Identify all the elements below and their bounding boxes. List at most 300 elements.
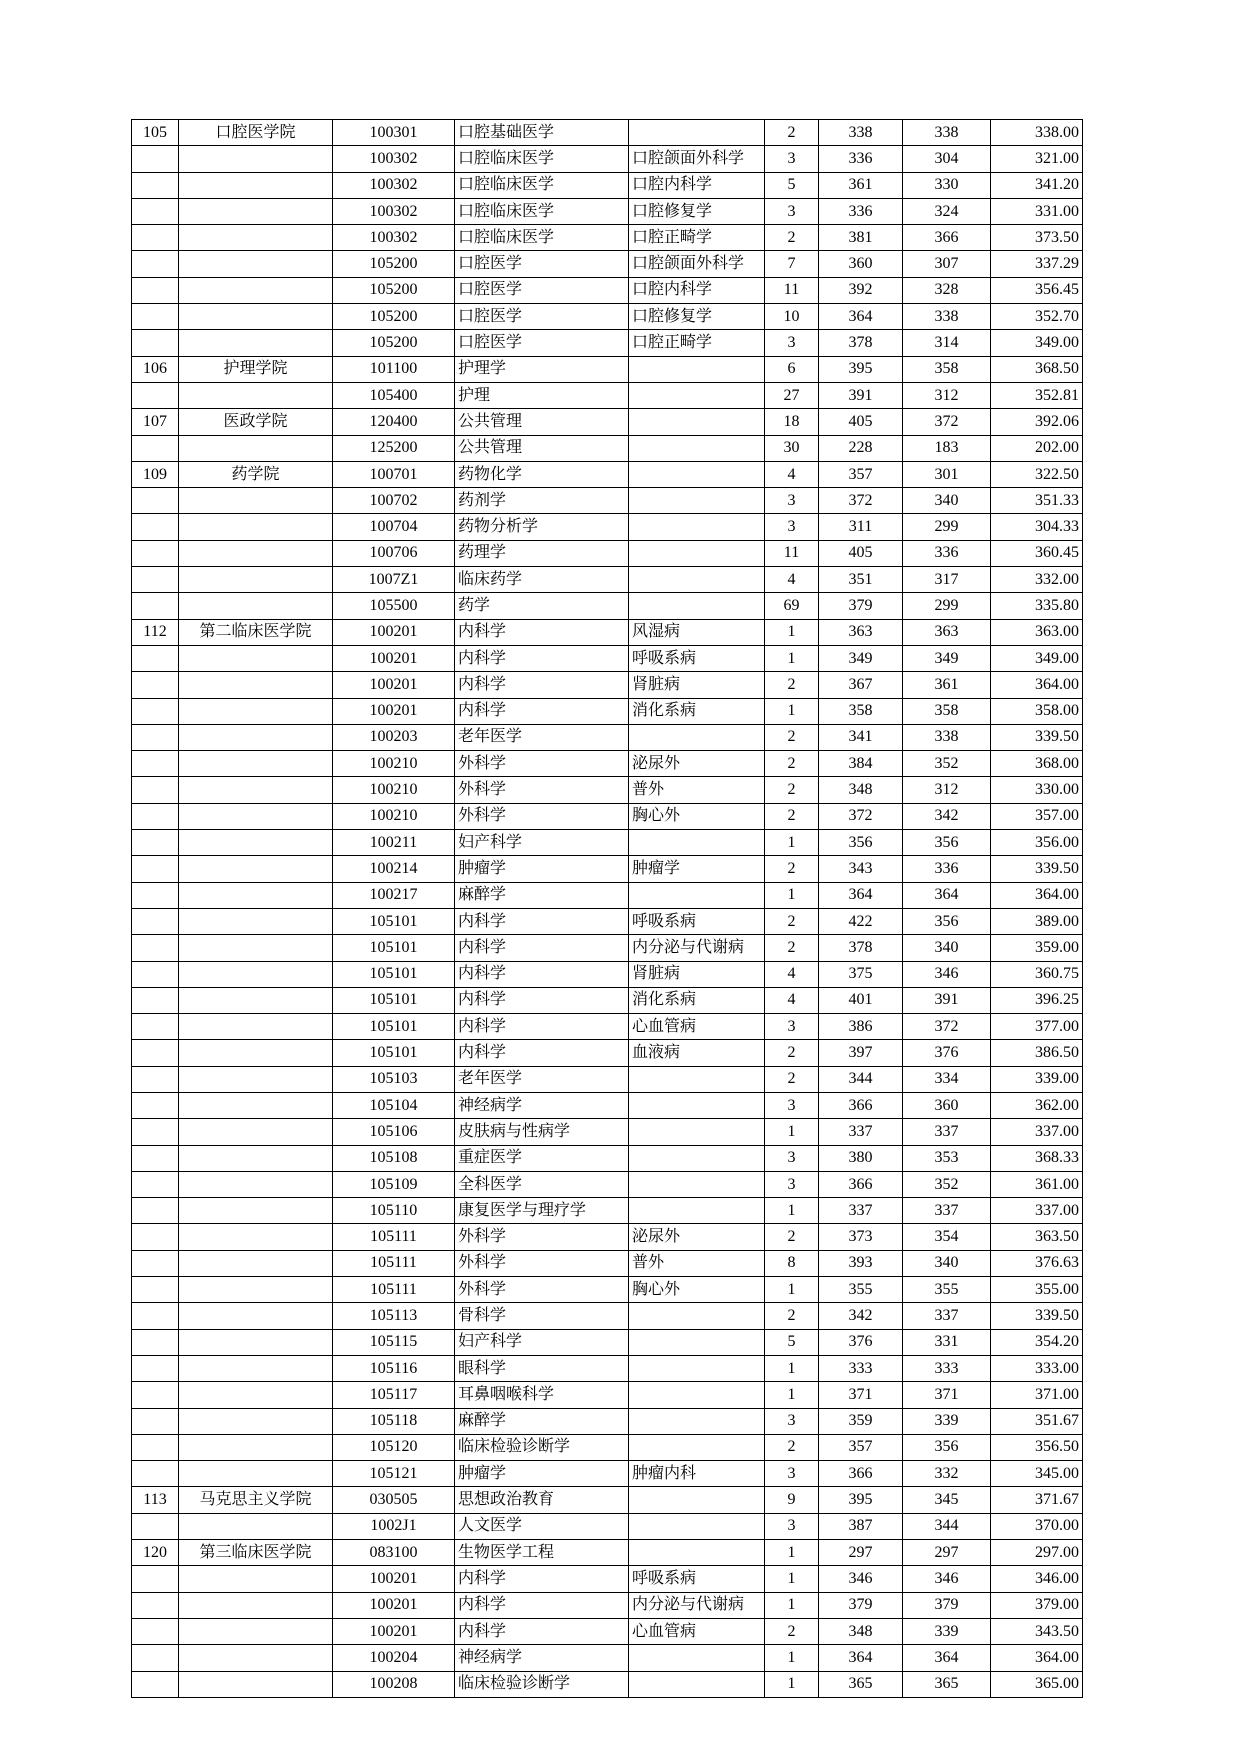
min-score-cell: 354 <box>903 1224 991 1250</box>
major-code-cell: 100210 <box>333 803 455 829</box>
college-code-cell: 109 <box>132 461 179 487</box>
max-score-cell: 357 <box>819 1434 903 1460</box>
major-name-cell: 肿瘤学 <box>455 1461 629 1487</box>
major-name-cell: 口腔医学 <box>455 330 629 356</box>
avg-score-cell: 346.00 <box>991 1566 1083 1592</box>
major-name-cell: 护理 <box>455 382 629 408</box>
major-name-cell: 麻醉学 <box>455 1408 629 1434</box>
table-row <box>132 1592 1083 1618</box>
major-name-cell: 药物化学 <box>455 461 629 487</box>
college-name-cell <box>179 1329 333 1355</box>
college-name-cell: 第二临床医学院 <box>179 619 333 645</box>
direction-cell: 口腔正畸学 <box>629 330 765 356</box>
major-code-cell: 100201 <box>333 1566 455 1592</box>
min-score-cell: 356 <box>903 1434 991 1460</box>
min-score-cell: 371 <box>903 1382 991 1408</box>
max-score-cell: 343 <box>819 856 903 882</box>
major-name-cell: 口腔基础医学 <box>455 120 629 146</box>
college-code-cell <box>132 1198 179 1224</box>
major-code-cell: 083100 <box>333 1540 455 1566</box>
major-name-cell: 外科学 <box>455 1250 629 1276</box>
min-score-cell: 340 <box>903 488 991 514</box>
major-code-cell: 100201 <box>333 1592 455 1618</box>
min-score-cell: 340 <box>903 935 991 961</box>
count-cell: 3 <box>765 1171 819 1197</box>
table-row <box>132 1540 1083 1566</box>
direction-cell <box>629 1408 765 1434</box>
direction-cell <box>629 409 765 435</box>
direction-cell: 口腔内科学 <box>629 172 765 198</box>
avg-score-cell: 364.00 <box>991 882 1083 908</box>
college-name-cell <box>179 1066 333 1092</box>
count-cell: 2 <box>765 724 819 750</box>
major-code-cell: 105500 <box>333 593 455 619</box>
direction-cell: 口腔修复学 <box>629 198 765 224</box>
major-name-cell: 神经病学 <box>455 1092 629 1118</box>
college-code-cell <box>132 1250 179 1276</box>
college-name-cell <box>179 1092 333 1118</box>
major-code-cell: 100302 <box>333 225 455 251</box>
table-row <box>132 1224 1083 1250</box>
min-score-cell: 314 <box>903 330 991 356</box>
major-name-cell: 内科学 <box>455 1566 629 1592</box>
major-code-cell: 105116 <box>333 1355 455 1381</box>
min-score-cell: 297 <box>903 1540 991 1566</box>
major-code-cell: 100214 <box>333 856 455 882</box>
college-name-cell <box>179 1461 333 1487</box>
avg-score-cell: 368.00 <box>991 751 1083 777</box>
avg-score-cell: 371.00 <box>991 1382 1083 1408</box>
major-name-cell: 妇产科学 <box>455 1329 629 1355</box>
direction-cell <box>629 830 765 856</box>
max-score-cell: 333 <box>819 1355 903 1381</box>
count-cell: 1 <box>765 698 819 724</box>
college-code-cell <box>132 304 179 330</box>
major-code-cell: 105117 <box>333 1382 455 1408</box>
college-code-cell <box>132 540 179 566</box>
direction-cell: 胸心外 <box>629 1277 765 1303</box>
college-name-cell <box>179 567 333 593</box>
direction-cell: 口腔正畸学 <box>629 225 765 251</box>
max-score-cell: 364 <box>819 882 903 908</box>
count-cell: 2 <box>765 672 819 698</box>
major-code-cell: 105110 <box>333 1198 455 1224</box>
min-score-cell: 334 <box>903 1066 991 1092</box>
college-code-cell <box>132 1408 179 1434</box>
major-code-cell: 105200 <box>333 251 455 277</box>
college-name-cell <box>179 1277 333 1303</box>
major-name-cell: 眼科学 <box>455 1355 629 1381</box>
college-code-cell <box>132 856 179 882</box>
max-score-cell: 348 <box>819 1618 903 1644</box>
college-code-cell <box>132 935 179 961</box>
max-score-cell: 365 <box>819 1671 903 1697</box>
college-code-cell <box>132 488 179 514</box>
college-code-cell <box>132 751 179 777</box>
max-score-cell: 357 <box>819 461 903 487</box>
max-score-cell: 355 <box>819 1277 903 1303</box>
college-name-cell <box>179 251 333 277</box>
min-score-cell: 355 <box>903 1277 991 1303</box>
count-cell: 2 <box>765 120 819 146</box>
major-name-cell: 内科学 <box>455 672 629 698</box>
table-row <box>132 1408 1083 1434</box>
table-row <box>132 435 1083 461</box>
major-code-cell: 100211 <box>333 830 455 856</box>
table-row <box>132 1303 1083 1329</box>
direction-cell: 呼吸系病 <box>629 908 765 934</box>
direction-cell: 心血管病 <box>629 1014 765 1040</box>
college-name-cell <box>179 1171 333 1197</box>
table-row <box>132 1671 1083 1697</box>
major-code-cell: 105111 <box>333 1224 455 1250</box>
avg-score-cell: 368.50 <box>991 356 1083 382</box>
college-name-cell <box>179 1198 333 1224</box>
count-cell: 2 <box>765 1066 819 1092</box>
table-row <box>132 908 1083 934</box>
direction-cell <box>629 567 765 593</box>
major-code-cell: 1002J1 <box>333 1513 455 1539</box>
direction-cell: 呼吸系病 <box>629 1566 765 1592</box>
count-cell: 2 <box>765 1618 819 1644</box>
college-name-cell <box>179 698 333 724</box>
direction-cell <box>629 1671 765 1697</box>
major-name-cell: 药理学 <box>455 540 629 566</box>
max-score-cell: 348 <box>819 777 903 803</box>
avg-score-cell: 349.00 <box>991 330 1083 356</box>
major-code-cell: 105111 <box>333 1277 455 1303</box>
table-row <box>132 1198 1083 1224</box>
count-cell: 3 <box>765 1092 819 1118</box>
direction-cell: 肿瘤内科 <box>629 1461 765 1487</box>
direction-cell <box>629 1329 765 1355</box>
college-name-cell <box>179 1145 333 1171</box>
major-code-cell: 105400 <box>333 382 455 408</box>
major-code-cell: 100301 <box>333 120 455 146</box>
table-row <box>132 567 1083 593</box>
min-score-cell: 358 <box>903 356 991 382</box>
table-row <box>132 198 1083 224</box>
major-name-cell: 口腔医学 <box>455 251 629 277</box>
major-name-cell: 口腔医学 <box>455 304 629 330</box>
college-name-cell: 医政学院 <box>179 409 333 435</box>
major-name-cell: 口腔医学 <box>455 277 629 303</box>
college-name-cell <box>179 488 333 514</box>
direction-cell <box>629 1198 765 1224</box>
major-name-cell: 内科学 <box>455 961 629 987</box>
min-score-cell: 361 <box>903 672 991 698</box>
major-name-cell: 外科学 <box>455 803 629 829</box>
major-name-cell: 妇产科学 <box>455 830 629 856</box>
major-name-cell: 口腔临床医学 <box>455 198 629 224</box>
college-code-cell <box>132 251 179 277</box>
admission-scores-table <box>131 119 1083 1698</box>
avg-score-cell: 376.63 <box>991 1250 1083 1276</box>
major-name-cell: 全科医学 <box>455 1171 629 1197</box>
major-name-cell: 皮肤病与性病学 <box>455 1119 629 1145</box>
avg-score-cell: 377.00 <box>991 1014 1083 1040</box>
college-name-cell <box>179 1618 333 1644</box>
college-name-cell <box>179 777 333 803</box>
major-name-cell: 康复医学与理疗学 <box>455 1198 629 1224</box>
major-code-cell: 100302 <box>333 172 455 198</box>
max-score-cell: 336 <box>819 198 903 224</box>
major-code-cell: 105101 <box>333 961 455 987</box>
college-name-cell <box>179 1224 333 1250</box>
count-cell: 2 <box>765 908 819 934</box>
avg-score-cell: 364.00 <box>991 1645 1083 1671</box>
avg-score-cell: 373.50 <box>991 225 1083 251</box>
table-row <box>132 1040 1083 1066</box>
major-name-cell: 临床检验诊断学 <box>455 1671 629 1697</box>
college-code-cell <box>132 1040 179 1066</box>
college-code-cell <box>132 1277 179 1303</box>
count-cell: 3 <box>765 1145 819 1171</box>
major-name-cell: 内科学 <box>455 935 629 961</box>
major-name-cell: 口腔临床医学 <box>455 225 629 251</box>
max-score-cell: 376 <box>819 1329 903 1355</box>
major-name-cell: 口腔临床医学 <box>455 172 629 198</box>
direction-cell <box>629 1119 765 1145</box>
college-code-cell <box>132 1171 179 1197</box>
college-name-cell <box>179 277 333 303</box>
min-score-cell: 346 <box>903 961 991 987</box>
major-name-cell: 老年医学 <box>455 724 629 750</box>
direction-cell: 内分泌与代谢病 <box>629 1592 765 1618</box>
max-score-cell: 397 <box>819 1040 903 1066</box>
major-name-cell: 麻醉学 <box>455 882 629 908</box>
min-score-cell: 337 <box>903 1303 991 1329</box>
college-code-cell <box>132 987 179 1013</box>
table-row <box>132 409 1083 435</box>
min-score-cell: 312 <box>903 777 991 803</box>
min-score-cell: 331 <box>903 1329 991 1355</box>
avg-score-cell: 339.50 <box>991 1303 1083 1329</box>
max-score-cell: 391 <box>819 382 903 408</box>
major-code-cell: 120400 <box>333 409 455 435</box>
major-name-cell: 外科学 <box>455 777 629 803</box>
avg-score-cell: 356.00 <box>991 830 1083 856</box>
min-score-cell: 364 <box>903 1645 991 1671</box>
max-score-cell: 401 <box>819 987 903 1013</box>
avg-score-cell: 321.00 <box>991 146 1083 172</box>
min-score-cell: 352 <box>903 751 991 777</box>
major-code-cell: 105115 <box>333 1329 455 1355</box>
max-score-cell: 228 <box>819 435 903 461</box>
max-score-cell: 336 <box>819 146 903 172</box>
college-name-cell <box>179 1566 333 1592</box>
college-name-cell <box>179 1408 333 1434</box>
direction-cell <box>629 1355 765 1381</box>
avg-score-cell: 297.00 <box>991 1540 1083 1566</box>
avg-score-cell: 363.00 <box>991 619 1083 645</box>
direction-cell <box>629 540 765 566</box>
college-code-cell <box>132 1592 179 1618</box>
major-name-cell: 人文医学 <box>455 1513 629 1539</box>
direction-cell <box>629 356 765 382</box>
min-score-cell: 356 <box>903 908 991 934</box>
avg-score-cell: 392.06 <box>991 409 1083 435</box>
count-cell: 3 <box>765 1461 819 1487</box>
min-score-cell: 344 <box>903 1513 991 1539</box>
college-code-cell <box>132 1461 179 1487</box>
major-code-cell: 105103 <box>333 1066 455 1092</box>
max-score-cell: 379 <box>819 593 903 619</box>
count-cell: 2 <box>765 1224 819 1250</box>
table-row <box>132 1434 1083 1460</box>
min-score-cell: 379 <box>903 1592 991 1618</box>
avg-score-cell: 337.00 <box>991 1119 1083 1145</box>
count-cell: 3 <box>765 330 819 356</box>
max-score-cell: 366 <box>819 1092 903 1118</box>
major-code-cell: 105113 <box>333 1303 455 1329</box>
avg-score-cell: 335.80 <box>991 593 1083 619</box>
avg-score-cell: 354.20 <box>991 1329 1083 1355</box>
table-row <box>132 1382 1083 1408</box>
major-code-cell: 100704 <box>333 514 455 540</box>
count-cell: 2 <box>765 1434 819 1460</box>
max-score-cell: 387 <box>819 1513 903 1539</box>
min-score-cell: 356 <box>903 830 991 856</box>
major-name-cell: 内科学 <box>455 1592 629 1618</box>
major-name-cell: 内科学 <box>455 1014 629 1040</box>
college-code-cell <box>132 514 179 540</box>
table-row <box>132 1355 1083 1381</box>
count-cell: 30 <box>765 435 819 461</box>
max-score-cell: 405 <box>819 409 903 435</box>
avg-score-cell: 202.00 <box>991 435 1083 461</box>
min-score-cell: 364 <box>903 882 991 908</box>
college-name-cell <box>179 1382 333 1408</box>
avg-score-cell: 371.67 <box>991 1487 1083 1513</box>
major-code-cell: 100217 <box>333 882 455 908</box>
major-name-cell: 老年医学 <box>455 1066 629 1092</box>
college-name-cell <box>179 645 333 671</box>
table-row <box>132 1566 1083 1592</box>
direction-cell <box>629 882 765 908</box>
direction-cell: 消化系病 <box>629 987 765 1013</box>
major-code-cell: 100702 <box>333 488 455 514</box>
college-code-cell <box>132 777 179 803</box>
college-name-cell <box>179 172 333 198</box>
table-row <box>132 803 1083 829</box>
college-code-cell: 112 <box>132 619 179 645</box>
college-name-cell <box>179 1671 333 1697</box>
college-name-cell <box>179 751 333 777</box>
max-score-cell: 349 <box>819 645 903 671</box>
major-name-cell: 公共管理 <box>455 435 629 461</box>
direction-cell <box>629 1171 765 1197</box>
avg-score-cell: 356.45 <box>991 277 1083 303</box>
avg-score-cell: 364.00 <box>991 672 1083 698</box>
count-cell: 2 <box>765 1040 819 1066</box>
avg-score-cell: 349.00 <box>991 645 1083 671</box>
count-cell: 1 <box>765 1119 819 1145</box>
college-code-cell <box>132 1145 179 1171</box>
min-score-cell: 299 <box>903 514 991 540</box>
major-code-cell: 100701 <box>333 461 455 487</box>
major-code-cell: 105111 <box>333 1250 455 1276</box>
college-name-cell <box>179 146 333 172</box>
table-row <box>132 304 1083 330</box>
count-cell: 1 <box>765 619 819 645</box>
min-score-cell: 339 <box>903 1408 991 1434</box>
major-code-cell: 105104 <box>333 1092 455 1118</box>
table-row <box>132 724 1083 750</box>
direction-cell <box>629 488 765 514</box>
avg-score-cell: 362.00 <box>991 1092 1083 1118</box>
count-cell: 69 <box>765 593 819 619</box>
table-row <box>132 146 1083 172</box>
major-code-cell: 105109 <box>333 1171 455 1197</box>
table-row <box>132 225 1083 251</box>
min-score-cell: 332 <box>903 1461 991 1487</box>
table-row <box>132 1277 1083 1303</box>
direction-cell <box>629 593 765 619</box>
college-code-cell: 106 <box>132 356 179 382</box>
major-code-cell: 105101 <box>333 1014 455 1040</box>
min-score-cell: 366 <box>903 225 991 251</box>
max-score-cell: 344 <box>819 1066 903 1092</box>
college-code-cell <box>132 1303 179 1329</box>
direction-cell <box>629 1487 765 1513</box>
college-code-cell <box>132 198 179 224</box>
direction-cell: 心血管病 <box>629 1618 765 1644</box>
table-row <box>132 672 1083 698</box>
college-code-cell <box>132 1671 179 1697</box>
major-code-cell: 105101 <box>333 908 455 934</box>
count-cell: 3 <box>765 146 819 172</box>
count-cell: 4 <box>765 961 819 987</box>
max-score-cell: 297 <box>819 1540 903 1566</box>
avg-score-cell: 386.50 <box>991 1040 1083 1066</box>
avg-score-cell: 368.33 <box>991 1145 1083 1171</box>
count-cell: 2 <box>765 803 819 829</box>
college-name-cell <box>179 935 333 961</box>
college-code-cell <box>132 1645 179 1671</box>
count-cell: 2 <box>765 935 819 961</box>
major-code-cell: 100706 <box>333 540 455 566</box>
major-name-cell: 耳鼻咽喉科学 <box>455 1382 629 1408</box>
max-score-cell: 366 <box>819 1461 903 1487</box>
college-name-cell <box>179 1040 333 1066</box>
direction-cell <box>629 1303 765 1329</box>
max-score-cell: 395 <box>819 1487 903 1513</box>
college-name-cell <box>179 435 333 461</box>
max-score-cell: 366 <box>819 1171 903 1197</box>
major-code-cell: 101100 <box>333 356 455 382</box>
college-name-cell <box>179 1303 333 1329</box>
count-cell: 1 <box>765 1198 819 1224</box>
min-score-cell: 340 <box>903 1250 991 1276</box>
max-score-cell: 393 <box>819 1250 903 1276</box>
count-cell: 1 <box>765 1277 819 1303</box>
direction-cell: 血液病 <box>629 1040 765 1066</box>
avg-score-cell: 365.00 <box>991 1671 1083 1697</box>
min-score-cell: 339 <box>903 1618 991 1644</box>
college-name-cell <box>179 908 333 934</box>
count-cell: 1 <box>765 645 819 671</box>
avg-score-cell: 337.29 <box>991 251 1083 277</box>
count-cell: 1 <box>765 882 819 908</box>
min-score-cell: 360 <box>903 1092 991 1118</box>
direction-cell: 肾脏病 <box>629 961 765 987</box>
table-row <box>132 1513 1083 1539</box>
table-row <box>132 593 1083 619</box>
college-name-cell: 马克思主义学院 <box>179 1487 333 1513</box>
major-name-cell: 内科学 <box>455 619 629 645</box>
major-code-cell: 125200 <box>333 435 455 461</box>
